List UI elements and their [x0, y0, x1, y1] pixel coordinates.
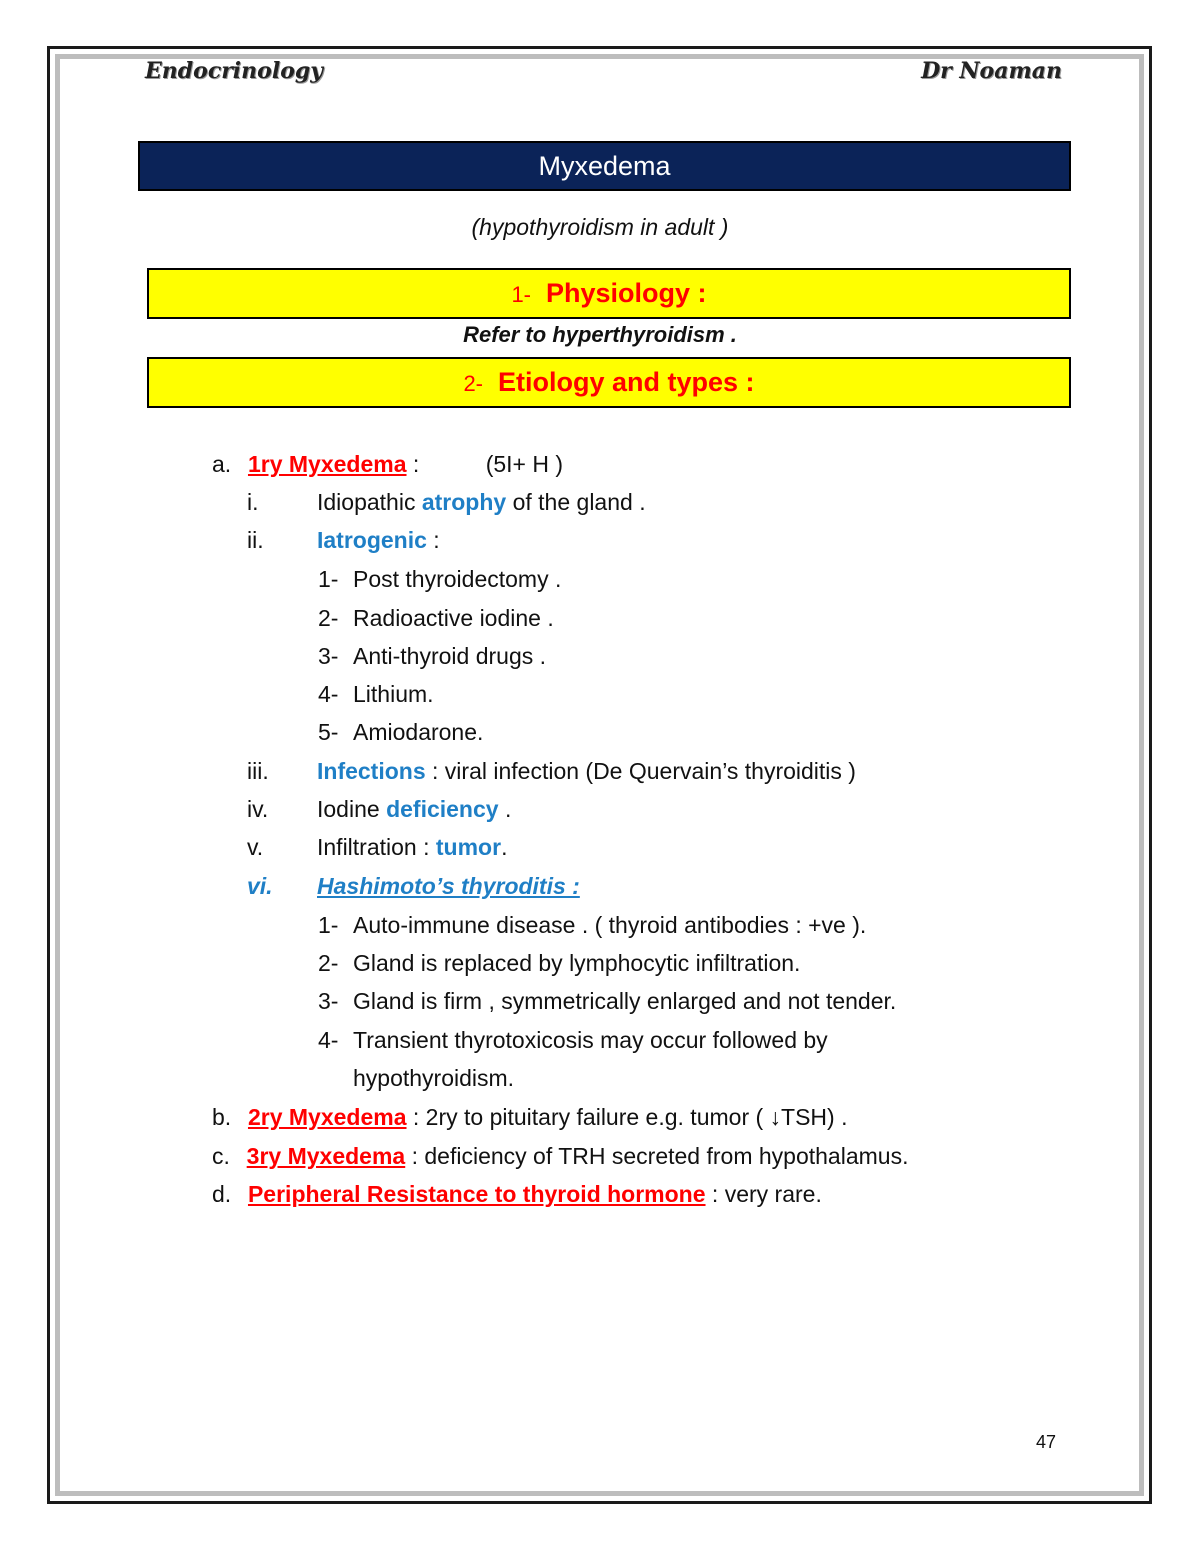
list-marker: 1- [318, 566, 339, 592]
list-marker: b. [212, 1104, 232, 1130]
sub-item [318, 605, 554, 632]
term-2ry-myxedema: 2ry Myxedema [247, 1104, 407, 1130]
list-marker: iv. [247, 796, 269, 822]
highlight-infections: Infections [317, 758, 426, 784]
highlight-tumor: tumor [435, 834, 502, 860]
list-text: Radioactive iodine . [353, 605, 554, 631]
list-item-c [212, 1143, 908, 1170]
sub-item [318, 681, 434, 708]
list-text: Idiopathic [317, 489, 422, 515]
sub-item [318, 719, 483, 746]
list-text: Amiodarone. [353, 719, 484, 745]
list-marker: v. [247, 834, 264, 860]
list-item-a-iii [247, 758, 856, 785]
term-peripheral-resistance: Peripheral Resistance to thyroid hormone [247, 1181, 706, 1207]
list-marker: 1- [318, 912, 339, 938]
list-marker: 4- [318, 681, 339, 707]
list-text: hypothyroidism. [353, 1065, 515, 1091]
list-marker: 3- [318, 988, 339, 1014]
list-text: Gland is firm , symmetrically enlarged and not tender. [353, 988, 897, 1014]
list-text: : very rare. [705, 1181, 822, 1207]
list-text: Gland is replaced by lymphocytic infiltration. [353, 950, 801, 976]
sub-item [318, 566, 561, 593]
sub-item [318, 988, 896, 1015]
list-text: Lithium. [353, 681, 434, 707]
list-item-a-v [247, 834, 507, 861]
section-label: Physiology : [546, 278, 707, 308]
list-marker: d. [212, 1181, 232, 1207]
list-text: Iodine [317, 796, 387, 822]
list-text: Infiltration : [317, 834, 436, 860]
list-marker: 5- [318, 719, 339, 745]
section-number: 1- [511, 282, 531, 307]
list-item-a-i [247, 489, 646, 516]
list-text: : [406, 451, 420, 477]
list-marker: 2- [318, 950, 339, 976]
list-text: : 2ry to pituitary failure e.g. tumor ( ↓TSH) . [406, 1104, 848, 1130]
list-item-a-ii [247, 527, 440, 554]
highlight-deficiency: deficiency [386, 796, 499, 822]
section-number: 2- [463, 371, 483, 396]
header-subject: Endocrinology [145, 58, 324, 84]
list-text: Anti-thyroid drugs . [353, 643, 547, 669]
list-marker: 3- [318, 643, 339, 669]
list-text: : [426, 527, 440, 553]
list-item-a-vi [247, 873, 580, 900]
page-number: 47 [1036, 1432, 1057, 1452]
list-text: : deficiency of TRH secreted from hypothalamus. [405, 1143, 909, 1169]
section-etiology-heading [147, 357, 1071, 408]
list-text: Transient thyrotoxicosis may occur followed by [353, 1027, 828, 1053]
term-1ry-myxedema: 1ry Myxedema [247, 451, 407, 477]
sub-item [318, 1027, 828, 1054]
header-author: Dr Noaman [921, 58, 1062, 84]
sub-item [318, 643, 546, 670]
list-text: : viral infection (De Quervain’s thyroiditis ) [425, 758, 856, 784]
list-extra: (5I+ H ) [485, 451, 564, 477]
highlight-atrophy: atrophy [421, 489, 507, 515]
list-text: Auto-immune disease . ( thyroid antibodies : +ve ). [353, 912, 867, 938]
list-marker: 4- [318, 1027, 339, 1053]
sub-item [318, 912, 866, 939]
list-marker: 2- [318, 605, 339, 631]
list-item-b [212, 1104, 847, 1131]
list-marker: vi. [247, 873, 273, 899]
page-title: Myxedema [138, 141, 1071, 191]
list-text: Post thyroidectomy . [353, 566, 562, 592]
list-item-d [212, 1181, 822, 1208]
list-marker: iii. [247, 758, 269, 784]
list-marker: i. [247, 489, 259, 515]
list-item-a-iv [247, 796, 511, 823]
list-text: . [501, 834, 508, 860]
refer-note: Refer to hyperthyroidism . [463, 322, 737, 347]
term-3ry-myxedema: 3ry Myxedema [246, 1143, 406, 1169]
list-text: . [498, 796, 512, 822]
highlight-iatrogenic: Iatrogenic [317, 527, 427, 553]
sub-item [318, 950, 800, 977]
list-marker: c. [212, 1143, 230, 1169]
highlight-hashimoto: Hashimoto’s thyroditis : [317, 873, 580, 899]
section-physiology-heading [147, 268, 1071, 319]
page-subtitle: (hypothyroidism in adult ) [471, 214, 729, 240]
list-text: of the gland . [506, 489, 646, 515]
sub-item-continuation [318, 1065, 514, 1092]
section-label: Etiology and types : [498, 367, 755, 397]
list-marker: a. [212, 451, 232, 477]
list-item-a [212, 451, 563, 478]
list-marker: ii. [247, 527, 264, 553]
